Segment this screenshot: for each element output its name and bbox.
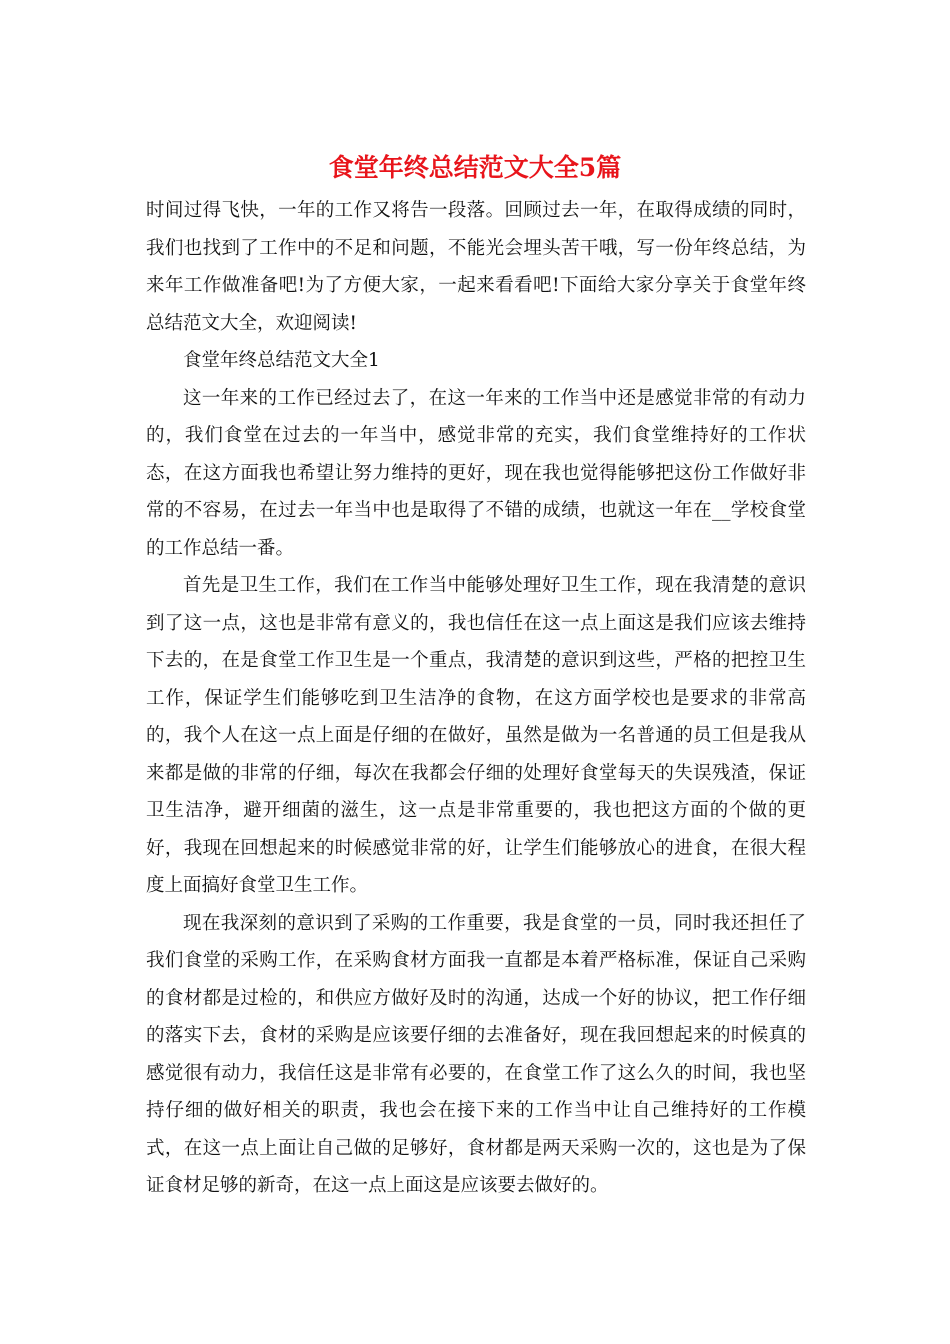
body-paragraph: 首先是卫生工作，我们在工作当中能够处理好卫生工作，现在我清楚的意识到了这一点，这也是非常有意义的，我也信任在这一点上面这是我们应该去维持下去的，在是食堂工作卫生是一个重点，我清楚的意识到这些，严格的把控卫生工作，保证学生们能够吃到卫生洁净的食物，在这方面学校也是要求的非常高的，我个人在这一点上面是仔细的在做好，虽然是做为一名普通的员工但是我从来都是做的非常的仔细，每次在我都会仔细的处理好食堂每天的失误残渣，保证卫生洁净，避开细菌的滋生，这一点是非常重要的，我也把这方面的个做的更好，我现在回想起来的时候感觉非常的好，让学生们能够放心的进食，在很大程度上面搞好食堂卫生工作。: [146, 575, 806, 896]
document-body: [146, 192, 806, 1205]
intro-paragraph: 时间过得飞快，一年的工作又将告一段落。回顾过去一年，在取得成绩的同时，我们也找到了工作中的不足和问题，不能光会埋头苦干哦，写一份年终总结，为来年工作做准备吧!为了方便大家，一起来看看吧!下面给大家分享关于食堂年终总结范文大全，欢迎阅读!: [146, 200, 806, 334]
body-paragraph: 这一年来的工作已经过去了，在这一年来的工作当中还是感觉非常的有动力的，我们食堂在过去的一年当中，感觉非常的充实，我们食堂维持好的工作状态，在这方面我也希望让努力维持的更好，现在我也觉得能够把这份工作做好非常的不容易，在过去一年当中也是取得了不错的成绩，也就这一年在__学校食堂的工作总结一番。: [146, 387, 806, 559]
section-heading: 食堂年终总结范文大全1: [183, 350, 380, 371]
document-title: 食堂年终总结范文大全5篇: [328, 153, 622, 182]
body-paragraph: 现在我深刻的意识到了采购的工作重要，我是食堂的一员，同时我还担任了我们食堂的采购工作，在采购食材方面我一直都是本着严格标准，保证自己采购的食材都是过检的，和供应方做好及时的沟通，达成一个好的协议，把工作仔细的落实下去，食材的采购是应该要仔细的去准备好，现在我回想起来的时候真的感觉很有动力，我信任这是非常有必要的，在食堂工作了这么久的时间，我也坚持仔细的做好相关的职责，我也会在接下来的工作当中让自己维持好的工作模式，在这一点上面让自己做的足够好，食材都是两天采购一次的，这也是为了保证食材足够的新奇，在这一点上面这是应该要去做好的。: [146, 912, 806, 1196]
